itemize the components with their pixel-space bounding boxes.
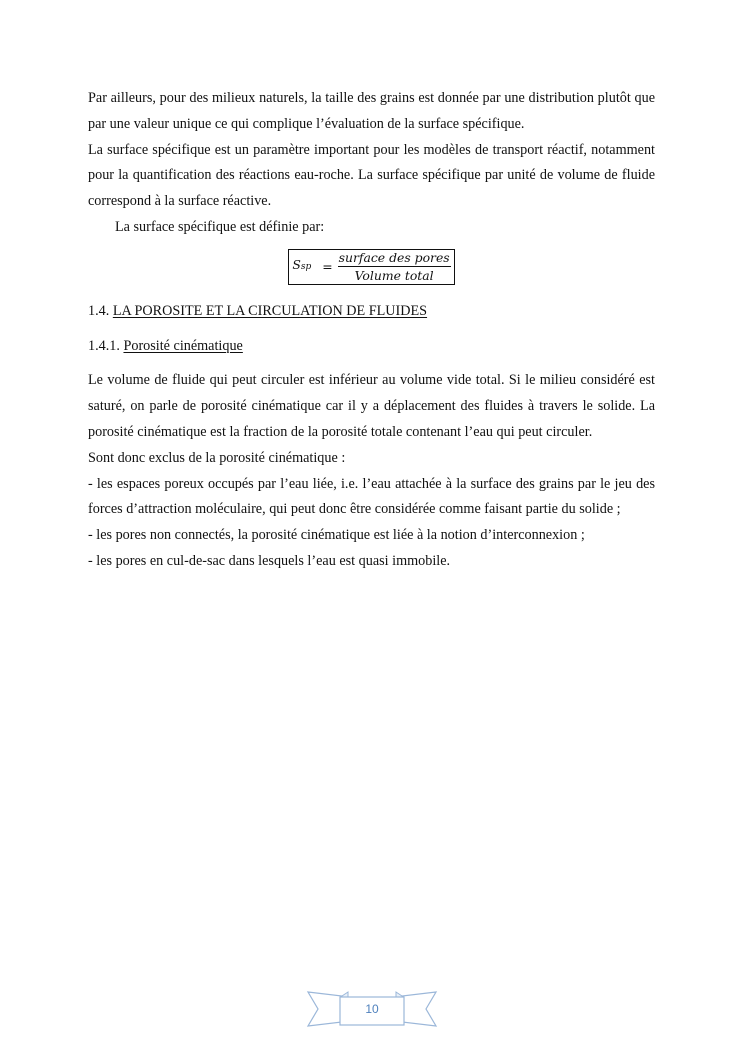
specific-surface-formula	[288, 249, 454, 285]
formula-denominator: Volume total	[354, 268, 434, 284]
paragraph-specific-surface-importance: La surface spécifique est un paramètre important pour les modèles de transport réactif, notamment pour la quantification des réactions eau-roche. La surface spécifique par unité de volume de fluide correspond à la surface réactive.	[88, 141, 655, 210]
section-heading-1-4	[88, 299, 655, 325]
formula-numerator: surface des pores	[338, 250, 450, 266]
section-title-1-4-1: Porosité cinématique	[123, 337, 243, 354]
page-content	[88, 86, 655, 575]
section-heading-1-4-1	[88, 334, 655, 360]
paragraph-specific-surface-definition: La surface spécifique est définie par:	[115, 218, 325, 235]
section-title-1-4: LA POROSITE ET LA CIRCULATION DE FLUIDES	[112, 302, 428, 319]
section-number-1-4-1: 1.4.1.	[88, 337, 120, 354]
section-number-1-4: 1.4.	[88, 302, 110, 319]
formula-fraction	[338, 250, 451, 283]
page-number: 10	[365, 1002, 379, 1016]
list-item-dead-end-pores: - les pores en cul-de-sac dans lesquels l’eau est quasi immobile.	[88, 552, 451, 569]
formula-lhs	[292, 252, 311, 281]
formula-lhs-symbol: S	[292, 257, 301, 273]
formula-row	[88, 249, 655, 285]
formula-equals-sign: =	[322, 258, 333, 274]
paragraph-grain-distribution: Par ailleurs, pour des milieux naturels, la taille des grains est donnée par une distribution plutôt que par une valeur unique ce qui complique l’évaluation de la surface spécifique.	[88, 90, 655, 132]
page-footer	[306, 990, 438, 1028]
paragraph-kinematic-porosity: Le volume de fluide qui peut circuler est inférieur au volume vide total. Si le milieu considéré est saturé, on parle de porosité cinématique car il y a déplacement des fluides à travers le solide. La porosité cinématique est la fraction de la porosité totale contenant l’eau qui peut circuler.	[88, 372, 655, 440]
list-item-unconnected-pores: - les pores non connectés, la porosité cinématique est liée à la notion d’interconnexion ;	[88, 527, 585, 544]
formula-lhs-subscript: sp	[300, 262, 312, 273]
list-item-bound-water: - les espaces poreux occupés par l’eau liée, i.e. l’eau attachée à la surface des grains par le jeu des forces d’attraction moléculaire, qui peut donc être considérée comme faisant partie du solide ;	[88, 475, 655, 518]
paragraph-exclusions-intro: Sont donc exclus de la porosité cinématique :	[88, 449, 346, 466]
